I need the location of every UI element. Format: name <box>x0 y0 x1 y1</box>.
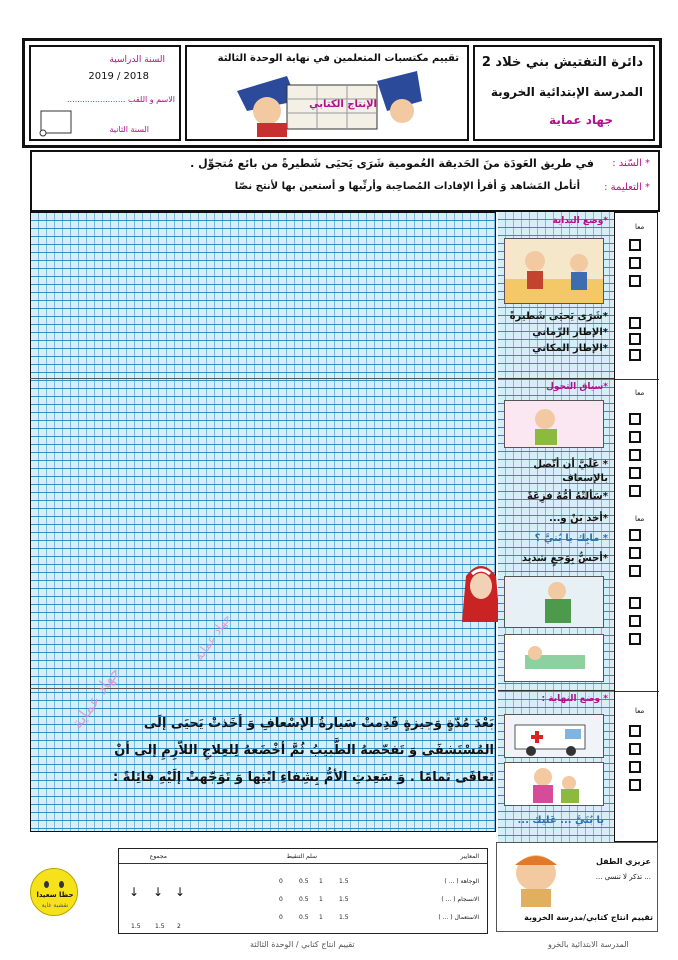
table-cell: 1 <box>319 914 323 921</box>
header-left-cell <box>29 45 181 141</box>
header-right-cell <box>473 45 655 141</box>
checkbox[interactable] <box>629 349 641 361</box>
checkbox[interactable] <box>629 275 641 287</box>
checkbox[interactable] <box>629 597 641 609</box>
section-line: يا بُنَيَّ ... عَليك ... <box>517 815 604 826</box>
taalima-text: أتأمل المَشاهد وَ أقرأ الإفادات المُصاحِبة وأرتِّبها و أستعين بها لأنتج نصّا <box>234 181 580 192</box>
evaluation-title: تقييم مكتسبات المتعلمين في نهاية الوحدة الثالثة <box>217 53 459 64</box>
section-line: *سَألتْهُ أمُّهُ فزِعَةً <box>526 491 608 502</box>
section-transition <box>498 378 614 691</box>
section-heading: *سياق التحول <box>546 382 608 392</box>
picnic-illustration <box>504 238 604 304</box>
table-cell: الاستعمال ( ... ) <box>438 914 479 921</box>
header-frame <box>22 38 662 148</box>
section-line: *شَرَى يَحيَى شَطيرةً <box>509 311 608 322</box>
checkbox[interactable] <box>629 779 641 791</box>
checkbox[interactable] <box>629 633 641 645</box>
table-cell: 1.5 <box>339 896 349 903</box>
section-line: *أحسُّ بِوَجعٍ شديد <box>521 553 608 564</box>
smiley-eye <box>59 881 64 888</box>
header-center-cell <box>185 45 469 141</box>
footer-picture <box>496 842 658 932</box>
side-column <box>498 212 614 842</box>
smiley-subtext: نقشبة غاية <box>41 902 69 909</box>
sick-boy-illustration <box>504 400 604 448</box>
table-cell: الانسجام ( ... ) <box>441 896 479 903</box>
checkbox[interactable] <box>629 565 641 577</box>
body-paragraph: بَعْدَ مُدّةٍ وَجيزةٍ قَدِمتْ سَيارةُ الإسْعافِ وَ أخَذتْ يَحيَى إلَى المُسْتَشفَى وَ تَفحّصهُ الطَّبيبُ ثُمَّ أخْضَعهُ لِلعِلاجِ اللاّزِمِ إلى أنْ تَعافَى تَمامًا . وَ سَعِدتِ الأمُّ بِشِفاءِ ابْنِها وَ تَوَجّهتْ إلَيْهِ قائِلةً : <box>113 716 494 785</box>
table-cell: 1 <box>319 878 323 885</box>
boy-illustration <box>501 847 571 907</box>
student-name-field[interactable]: الاسم و اللقب ....................... <box>66 95 175 104</box>
production-caption: الإنتاج الكتابي <box>309 99 377 110</box>
school-name: المدرسة الإبتدائية الخروبة <box>490 85 643 99</box>
table-cell: 1.5 <box>339 914 349 921</box>
arrow-down-icon: ↓ <box>153 885 164 899</box>
footer-caption-bottom: تقييم انتاج كتابي/مدرسة الخروبة <box>524 913 653 922</box>
ambulance-illustration <box>504 714 604 758</box>
arrow-down-icon: ↓ <box>175 885 186 899</box>
section-start <box>498 212 614 379</box>
tick-label: معا <box>635 389 645 397</box>
table-header: مجموع <box>149 853 167 860</box>
table-cell: 0.5 <box>299 896 309 903</box>
checkbox[interactable] <box>629 761 641 773</box>
teacher-name: جهاد عماية <box>549 113 613 127</box>
smiley-eye <box>44 881 49 888</box>
bottom-caption: تقييم انتاج كتابي / الوحدة الثالثة <box>250 940 355 949</box>
table-cell: 0 <box>279 878 283 885</box>
grading-table <box>118 848 488 934</box>
bottom-caption: المدرسة الابتدائية بالخرو <box>548 940 629 949</box>
checkbox[interactable] <box>629 485 641 497</box>
checkbox[interactable] <box>629 413 641 425</box>
section-line: *أخذ بَنْ و... <box>549 513 608 524</box>
school-year: 2019 / 2018 <box>88 71 149 82</box>
table-cell: 1.5 <box>339 878 349 885</box>
tick-divider <box>615 379 659 380</box>
arrow-down-icon: ↓ <box>129 885 140 899</box>
checkbox[interactable] <box>629 239 641 251</box>
tick-column <box>614 212 658 842</box>
section-line: *الإطار الزّماني <box>532 327 608 338</box>
watermark: جهاد عماية <box>191 611 234 663</box>
table-header: المعايير <box>460 853 479 860</box>
table-cell: الوجاهة ( ... ) <box>444 878 479 885</box>
sanad-text: في طريق العَودَة منَ الحَديقة العُمومية شَرَى يَحيَى شَطيرةً من بائع مُتجوِّل . <box>190 157 594 170</box>
table-cell: 1 <box>319 896 323 903</box>
checkbox[interactable] <box>629 431 641 443</box>
footer-caption-top: عزيزي الطفل <box>596 857 651 866</box>
checkbox[interactable] <box>629 547 641 559</box>
checkbox[interactable] <box>629 257 641 269</box>
table-cell: 0 <box>279 896 283 903</box>
table-cell: 0.5 <box>299 878 309 885</box>
school-year-label: السنة الدراسية <box>109 55 165 65</box>
section-heading: *وضع البداية <box>552 216 608 226</box>
table-row <box>119 911 487 927</box>
checkbox[interactable] <box>629 333 641 345</box>
writing-divider <box>30 378 496 379</box>
patient-illustration <box>504 634 604 682</box>
section-end <box>498 690 614 842</box>
checkbox[interactable] <box>629 529 641 541</box>
section-line: *الإطار المكاني <box>532 343 608 354</box>
checkbox[interactable] <box>629 449 641 461</box>
mother-child-illustration <box>504 762 604 806</box>
table-total: 1.5 <box>131 923 141 930</box>
grade-level: السنة الثانية <box>109 125 149 134</box>
footer-caption-mid: ... تذكر لا تنسى ... <box>595 873 651 881</box>
doctor-illustration <box>504 576 604 628</box>
checkbox[interactable] <box>629 317 641 329</box>
table-cell: 0 <box>279 914 283 921</box>
tick-label: معا <box>635 707 645 715</box>
section-heading: * وضع النهاية : <box>541 694 608 704</box>
scroll-icon <box>37 109 75 137</box>
section-line: * مابِك يا بُنيَّ ؟ <box>534 533 608 544</box>
table-total: 1.5 <box>155 923 165 930</box>
tick-label: معا <box>635 515 645 523</box>
checkbox[interactable] <box>629 615 641 627</box>
smiley-text: حظا سعيدا <box>36 891 74 899</box>
table-header: سلم التنقيط <box>286 853 317 860</box>
table-cell: 0.5 <box>299 914 309 921</box>
checkbox[interactable] <box>629 467 641 479</box>
watermark: جهاد عماية <box>67 662 124 733</box>
instructions-box <box>30 150 660 212</box>
smiley-face <box>30 868 78 916</box>
section-line: * عَلَيَّ أن أتّصل بالإسعاف <box>533 459 608 484</box>
table-rule <box>119 863 487 864</box>
sanad-label: * السّند : <box>612 158 650 169</box>
tick-divider <box>615 691 659 692</box>
taalima-label: * التعليمة : <box>604 182 650 193</box>
table-total: 2 <box>177 923 181 930</box>
tick-label: معا <box>635 223 645 231</box>
checkbox[interactable] <box>629 743 641 755</box>
inspectorate-name: دائرة التفتيش بني خلاد 2 <box>481 55 643 70</box>
checkbox[interactable] <box>629 725 641 737</box>
